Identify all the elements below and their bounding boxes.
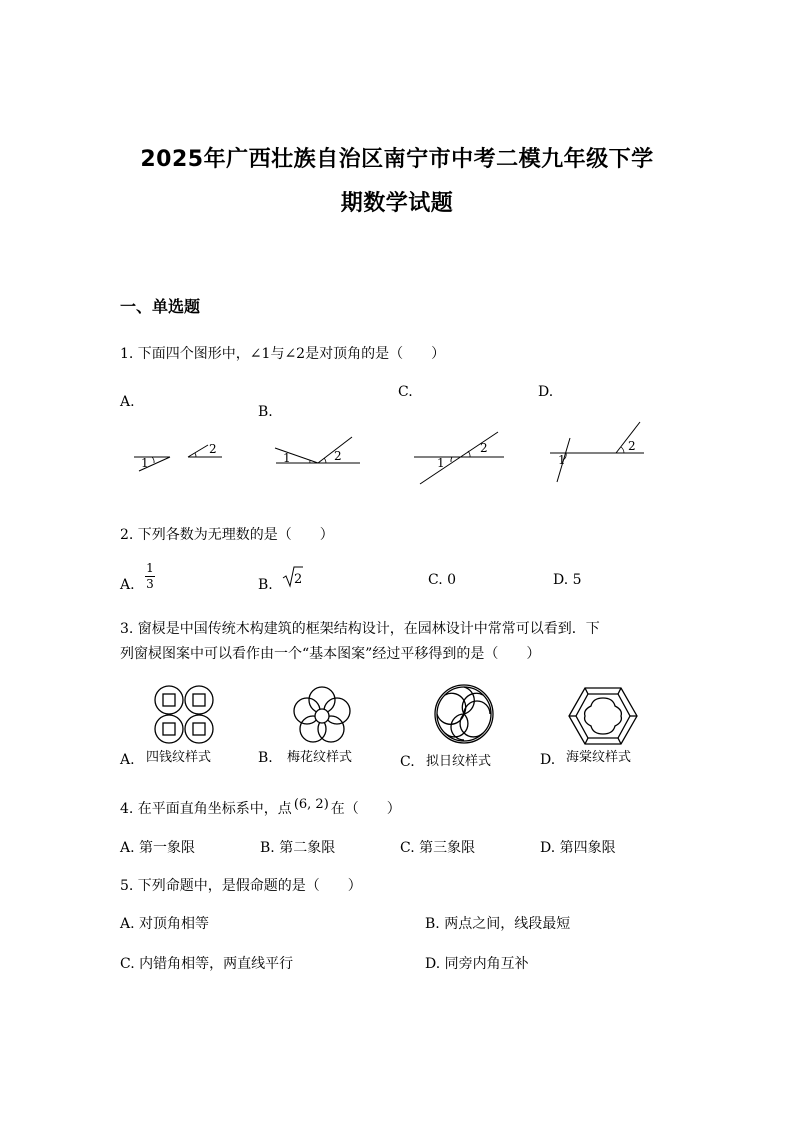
q1-option-a-label[interactable]: A. <box>120 394 135 410</box>
section-heading: 一、单选题 <box>120 297 201 316</box>
q4-option-d[interactable]: D. 第四象限 <box>540 840 616 856</box>
question-2-stem: 2. 下列各数为无理数的是（ ） <box>120 527 334 543</box>
q2-option-b-label[interactable]: B. <box>258 577 273 593</box>
fraction-denominator: 3 <box>146 577 154 591</box>
q3-figure-a-coin-pattern <box>150 684 222 746</box>
question-3-stem-line2: 列窗棂图案中可以看作由一个“基本图案”经过平移得到的是（ ） <box>120 646 541 662</box>
q4-option-a[interactable]: A. 第一象限 <box>120 840 196 856</box>
question-1-stem: 1. 下面四个图形中，∠1与∠2是对顶角的是（ ） <box>120 346 446 362</box>
question-5-stem: 5. 下列命题中，是假命题的是（ ） <box>120 878 362 894</box>
q1a-angle-2-label: 2 <box>209 442 217 456</box>
page-title-line1: 2025年广西壮族自治区南宁市中考二模九年级下学 <box>140 147 654 172</box>
q3-figure-c-sun-pattern <box>432 682 496 746</box>
q3-option-b-caption: 梅花纹样式 <box>287 750 353 765</box>
q5-option-c[interactable]: C. 内错角相等，两直线平行 <box>120 956 294 972</box>
q1-figure-c <box>410 428 510 488</box>
q3-option-b-letter[interactable]: B. <box>258 750 273 766</box>
q3-option-a-letter[interactable]: A. <box>120 752 135 768</box>
q5-option-a[interactable]: A. 对顶角相等 <box>120 916 210 932</box>
q4-point-coordinates: (6, 2) <box>293 797 329 812</box>
q4-stem-suffix: 在（ ） <box>330 801 401 817</box>
q1c-angle-2-label: 2 <box>480 441 488 455</box>
q1-option-d-label[interactable]: D. <box>538 384 554 400</box>
q1-option-b-label[interactable]: B. <box>258 404 273 420</box>
q4-option-c[interactable]: C. 第三象限 <box>400 840 476 856</box>
q4-option-b[interactable]: B. 第二象限 <box>260 840 336 856</box>
q3-option-d-caption: 海棠纹样式 <box>566 750 632 765</box>
q2-option-a-fraction <box>144 562 156 591</box>
question-3-stem-line1: 3. 窗棂是中国传统木构建筑的框架结构设计，在园林设计中常常可以看到．下 <box>120 621 600 637</box>
q3-figure-d-crabapple-pattern <box>567 686 639 746</box>
q3-figure-b-plum-pattern <box>290 685 354 747</box>
q3-option-a-caption: 四钱纹样式 <box>146 750 212 765</box>
q1d-angle-1-label: 1 <box>558 453 566 467</box>
q3-option-d-letter[interactable]: D. <box>540 752 556 768</box>
fraction-numerator: 1 <box>146 561 154 575</box>
q1a-angle-1-label: 1 <box>141 456 149 470</box>
q2-option-d[interactable]: D. 5 <box>553 572 582 588</box>
q1-option-c-label[interactable]: C. <box>398 384 413 400</box>
q1-figure-d <box>546 420 651 485</box>
q4-stem-prefix: 4. 在平面直角坐标系中，点 <box>120 801 292 817</box>
q5-option-b[interactable]: B. 两点之间，线段最短 <box>425 916 571 932</box>
q1-figure-a <box>130 435 225 475</box>
q1-figure-b <box>270 432 365 472</box>
q1d-angle-2-label: 2 <box>628 439 636 453</box>
q2-option-c[interactable]: C. 0 <box>428 572 457 588</box>
q1b-angle-2-label: 2 <box>334 449 342 463</box>
radicand: 2 <box>294 572 303 587</box>
q3-option-c-letter[interactable]: C. <box>400 754 415 770</box>
q2-option-b-radical <box>282 565 304 589</box>
q5-option-d[interactable]: D. 同旁内角互补 <box>425 956 529 972</box>
question-4-stem <box>120 798 401 818</box>
q1b-angle-1-label: 1 <box>283 451 291 465</box>
q2-option-a-label[interactable]: A. <box>120 577 135 593</box>
page-title-line2: 期数学试题 <box>340 191 454 216</box>
q3-option-c-caption: 拟日纹样式 <box>426 754 492 769</box>
q1c-angle-1-label: 1 <box>437 456 445 470</box>
